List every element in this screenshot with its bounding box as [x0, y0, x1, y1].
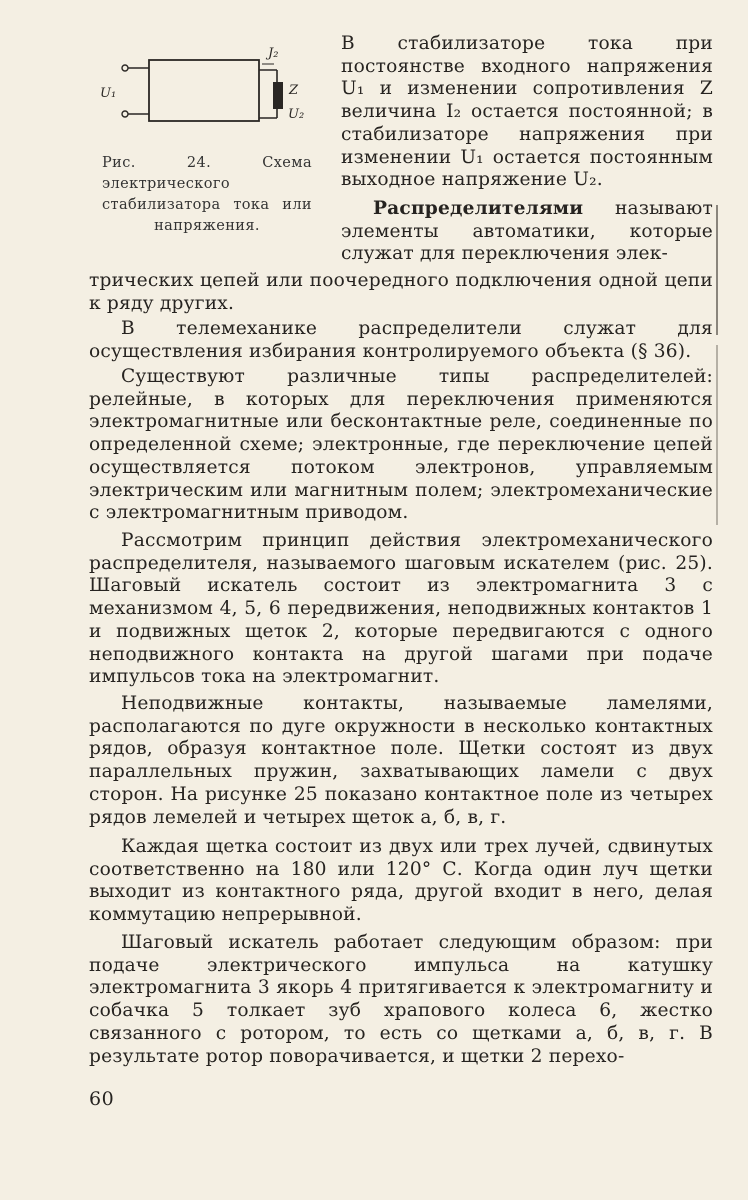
paragraph-6: Неподвижные контакты, называемые ламелями, располагаются по дуге окружности в несколько контактных рядов, образуя контактное поле. Щетки состоят из двух параллельных пружин, захватывающих ламели с двух сторон. На рисунке 25 показано контактное поле из четырех рядов лемелей и четырех щеток а, б, в, г. — [89, 693, 713, 828]
paragraph-2-start — [341, 198, 713, 266]
paragraph-2-cont: трических цепей или поочередного подключения одной цепи к ряду других. — [89, 270, 713, 314]
term-distributors: Распределителями — [373, 198, 584, 219]
label-z: Z — [289, 83, 299, 98]
paragraph-8: Шаговый искатель работает следующим образом: при подаче электрического импульса на катушку электромагнита 3 якорь 4 притягивается к электромагниту и собачка 5 толкает зуб храпового колеса 6, жестко связанного с ротором, то есть со щетками а, б, в, г. В результате ротор поворачивается, и щетки 2 перехо- — [89, 932, 713, 1067]
label-u1: U₁ — [100, 86, 117, 101]
circuit-diagram — [92, 40, 324, 150]
paragraph-1: В стабилизаторе тока при постоянстве входного напряжения U₁ и изменении сопротивления Z величина I₂ остается постоянной; в стабилизаторе напряжения при изменении U₁ остается постоянным выходное напряжение U₂. — [341, 33, 713, 191]
figure-caption: Рис. 24. Схема электрического стабилизатора тока или напряжения. — [102, 155, 312, 234]
paragraph-7: Каждая щетка состоит из двух или трех лучей, сдвинутых соответственно на 180 или 120° С. Когда один луч щетки выходит из контактного ряда, другой входит в него, делая коммутацию непрерывной. — [89, 836, 713, 926]
paragraph-3: В телемеханике распределители служат для осуществления избирания контролируемого объекта (§ 36). — [89, 318, 713, 362]
label-u2: U₂ — [288, 107, 305, 122]
margin-line — [716, 345, 718, 525]
paragraph-2-right-text: называют элементы автоматики, которые служат для переключения элек- — [341, 198, 713, 265]
page-number: 60 — [89, 1088, 115, 1110]
label-j2: J₂ — [268, 46, 279, 61]
paragraph-4: Существуют различные типы распределителей: релейные, в которых для переключения применяются электромагнитные или бесконтактные реле, соединенные по определенной схеме; электронные, где переключение цепей осуществляется потоком электронов, управляемым электрическим или магнитным полем; электромеханические с электромагнитным приводом. — [89, 366, 713, 524]
margin-line — [716, 205, 718, 335]
paragraph-5: Рассмотрим принцип действия электромеханического распределителя, называемого шаговым искателем (рис. 25). Шаговый искатель состоит из электромагнита 3 с механизмом 4, 5, 6 передвижения, неподвижных контактов 1 и подвижных щеток 2, которые передвигаются с одного неподвижного контакта на другой шагами при подаче импульсов тока на электромагнит. — [89, 530, 713, 688]
